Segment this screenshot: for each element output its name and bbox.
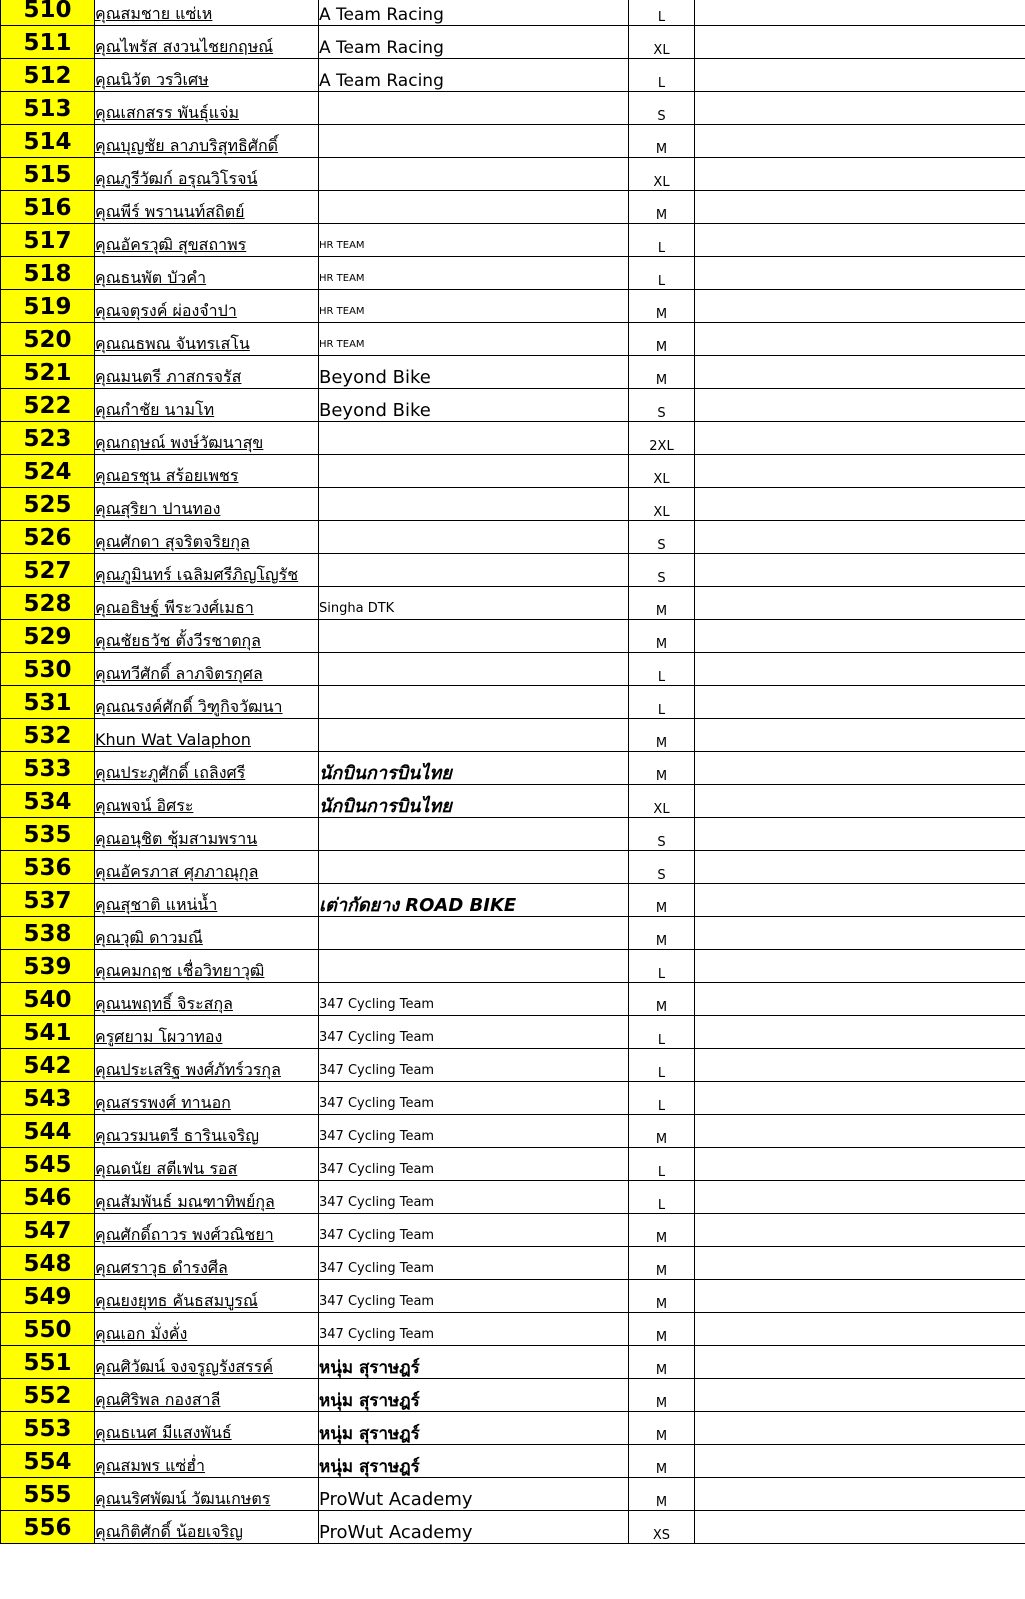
rider-name-cell[interactable]: คุณพจน์ อิศระ (95, 785, 319, 818)
jersey-size-cell[interactable]: L (629, 1181, 695, 1214)
team-cell[interactable]: Beyond Bike (319, 356, 629, 389)
rider-number-cell[interactable]: 546 (1, 1181, 95, 1214)
empty-cell[interactable] (695, 1478, 1025, 1511)
table-row (1, 1049, 1025, 1082)
rider-number-cell[interactable]: 541 (1, 1016, 95, 1049)
rider-name-cell[interactable]: คุณวรมนตรี ธารินเจริญ (95, 1115, 319, 1148)
empty-cell[interactable] (695, 389, 1025, 422)
team-cell[interactable]: HR TEAM (319, 257, 629, 290)
jersey-size-cell[interactable]: L (629, 1082, 695, 1115)
table-row (1, 92, 1025, 125)
table-row (1, 818, 1025, 851)
empty-cell[interactable] (695, 719, 1025, 752)
table-row (1, 191, 1025, 224)
empty-cell[interactable] (695, 1016, 1025, 1049)
team-cell[interactable]: 347 Cycling Team (319, 1313, 629, 1346)
rider-name-cell[interactable]: คุณศิวัฒน์ จงจรูญรังสรรค์ (95, 1346, 319, 1379)
team-cell[interactable]: 347 Cycling Team (319, 983, 629, 1016)
empty-cell[interactable] (695, 884, 1025, 917)
empty-cell[interactable] (695, 1214, 1025, 1247)
rider-name-cell[interactable]: คุณเอก มั่งคั่ง (95, 1313, 319, 1346)
rider-number-cell[interactable]: 512 (1, 59, 95, 92)
table-row (1, 1346, 1025, 1379)
rider-number-cell[interactable]: 543 (1, 1082, 95, 1115)
team-cell[interactable]: ProWut Academy (319, 1478, 629, 1511)
rider-name-cell[interactable]: คุณดนัย สตีเฟน รอส (95, 1148, 319, 1181)
empty-cell[interactable] (695, 1247, 1025, 1280)
table-row (1, 1445, 1025, 1478)
team-cell[interactable]: นักบินการบินไทย (319, 752, 629, 785)
rider-name-cell[interactable]: คุณบุญชัย ลาภบริสุทธิศักดิ์ (95, 125, 319, 158)
rider-name-cell[interactable]: คุณอนุชิต ชุ้มสามพราน (95, 818, 319, 851)
jersey-size-cell[interactable]: M (629, 356, 695, 389)
team-cell[interactable] (319, 818, 629, 851)
table-row (1, 356, 1025, 389)
empty-cell[interactable] (695, 1181, 1025, 1214)
jersey-size-cell[interactable]: XL (629, 158, 695, 191)
team-cell[interactable]: หนุ่ม สุราษฎร์ (319, 1412, 629, 1445)
jersey-size-cell[interactable]: M (629, 1280, 695, 1313)
jersey-size-cell[interactable]: L (629, 257, 695, 290)
table-row (1, 587, 1025, 620)
rider-number-cell[interactable]: 522 (1, 389, 95, 422)
jersey-size-cell[interactable]: M (629, 1214, 695, 1247)
empty-cell[interactable] (695, 1049, 1025, 1082)
rider-name-cell[interactable]: คุณทวีศักดิ์ ลาภจิตรกุศล (95, 653, 319, 686)
table-row (1, 455, 1025, 488)
rider-number-cell[interactable]: 531 (1, 686, 95, 719)
empty-cell[interactable] (695, 455, 1025, 488)
rider-name-cell[interactable]: คุณนพฤทธิ์ จิระสกุล (95, 983, 319, 1016)
table-row (1, 125, 1025, 158)
rider-name-cell[interactable]: คุณคมกฤช เชื่อวิทยาวุฒิ (95, 950, 319, 983)
rider-number-cell[interactable]: 527 (1, 554, 95, 587)
rider-name-cell[interactable]: คุณศราวุธ ดำรงศีล (95, 1247, 319, 1280)
empty-cell[interactable] (695, 158, 1025, 191)
jersey-size-cell[interactable]: 2XL (629, 422, 695, 455)
jersey-size-cell[interactable]: S (629, 818, 695, 851)
rider-number-cell[interactable]: 525 (1, 488, 95, 521)
empty-cell[interactable] (695, 917, 1025, 950)
jersey-size-cell[interactable]: L (629, 0, 695, 26)
team-cell[interactable]: 347 Cycling Team (319, 1016, 629, 1049)
team-cell[interactable] (319, 917, 629, 950)
table-row (1, 26, 1025, 59)
rider-name-cell[interactable]: คุณนิวัต วรวิเศษ (95, 59, 319, 92)
rider-name-cell[interactable]: คุณอัครภาส ศุภภาณุกุล (95, 851, 319, 884)
rider-number-cell[interactable]: 553 (1, 1412, 95, 1445)
jersey-size-cell[interactable]: S (629, 851, 695, 884)
team-cell[interactable]: 347 Cycling Team (319, 1280, 629, 1313)
rider-name-cell[interactable]: คุณเสกสรร พันธุ์แจ่ม (95, 92, 319, 125)
jersey-size-cell[interactable]: XL (629, 26, 695, 59)
rider-number-cell[interactable]: 544 (1, 1115, 95, 1148)
rider-number-cell[interactable]: 534 (1, 785, 95, 818)
rider-name-cell[interactable]: คุณภูมินทร์ เฉลิมศรีภิญโญรัช (95, 554, 319, 587)
jersey-size-cell[interactable]: M (629, 884, 695, 917)
jersey-size-cell[interactable]: M (629, 1115, 695, 1148)
rider-name-cell[interactable]: คุณสุริยา ปานทอง (95, 488, 319, 521)
roster-body (1, 0, 1025, 1544)
team-cell[interactable]: HR TEAM (319, 290, 629, 323)
rider-name-cell[interactable]: คุณณรงค์ศักดิ์ วิฑูกิจวัฒนา (95, 686, 319, 719)
rider-name-cell[interactable]: คุณศักดิ์ถาวร พงศ์วณิชยา (95, 1214, 319, 1247)
empty-cell[interactable] (695, 1511, 1025, 1544)
empty-cell[interactable] (695, 191, 1025, 224)
team-cell[interactable]: 347 Cycling Team (319, 1214, 629, 1247)
empty-cell[interactable] (695, 587, 1025, 620)
rider-number-cell[interactable]: 529 (1, 620, 95, 653)
team-cell[interactable]: 347 Cycling Team (319, 1049, 629, 1082)
team-cell[interactable]: 347 Cycling Team (319, 1181, 629, 1214)
rider-number-cell[interactable]: 521 (1, 356, 95, 389)
empty-cell[interactable] (695, 686, 1025, 719)
rider-name-cell[interactable]: คุณมนตรี ภาสกรจรัส (95, 356, 319, 389)
team-cell[interactable] (319, 191, 629, 224)
rider-number-cell[interactable]: 537 (1, 884, 95, 917)
team-cell[interactable]: 347 Cycling Team (319, 1115, 629, 1148)
table-row (1, 851, 1025, 884)
team-cell[interactable]: หนุ่ม สุราษฎร์ (319, 1346, 629, 1379)
jersey-size-cell[interactable]: M (629, 125, 695, 158)
jersey-size-cell[interactable]: S (629, 521, 695, 554)
rider-number-cell[interactable]: 556 (1, 1511, 95, 1544)
empty-cell[interactable] (695, 356, 1025, 389)
jersey-size-cell[interactable]: M (629, 587, 695, 620)
rider-name-cell[interactable]: คุณยงยุทธ คันธสมบูรณ์ (95, 1280, 319, 1313)
rider-number-cell[interactable]: 532 (1, 719, 95, 752)
rider-name-cell[interactable]: คุณกำชัย นามโท (95, 389, 319, 422)
rider-name-cell[interactable]: คุณสมชาย แซ่เห (95, 0, 319, 26)
team-cell[interactable]: เต่ากัดยาง ROAD BIKE (319, 884, 629, 917)
rider-name-cell[interactable]: คุณสุชาติ แหน่น้ำ (95, 884, 319, 917)
team-cell[interactable] (319, 521, 629, 554)
empty-cell[interactable] (695, 653, 1025, 686)
empty-cell[interactable] (695, 1115, 1025, 1148)
jersey-size-cell[interactable]: L (629, 1049, 695, 1082)
table-row (1, 752, 1025, 785)
rider-number-cell[interactable]: 526 (1, 521, 95, 554)
rider-number-cell[interactable]: 545 (1, 1148, 95, 1181)
empty-cell[interactable] (695, 1082, 1025, 1115)
jersey-size-cell[interactable]: M (629, 983, 695, 1016)
rider-name-cell[interactable]: คุณอรชุน สร้อยเพชร (95, 455, 319, 488)
empty-cell[interactable] (695, 554, 1025, 587)
empty-cell[interactable] (695, 620, 1025, 653)
rider-number-cell[interactable]: 533 (1, 752, 95, 785)
table-row (1, 224, 1025, 257)
team-cell[interactable]: ProWut Academy (319, 1511, 629, 1544)
rider-name-cell[interactable]: คุณวุฒิ ดาวมณี (95, 917, 319, 950)
rider-name-cell[interactable]: คุณกิติศักดิ์ น้อยเจริญ (95, 1511, 319, 1544)
jersey-size-cell[interactable]: M (629, 1247, 695, 1280)
table-row (1, 884, 1025, 917)
rider-number-cell[interactable]: 548 (1, 1247, 95, 1280)
jersey-size-cell[interactable]: M (629, 290, 695, 323)
jersey-size-cell[interactable]: L (629, 950, 695, 983)
jersey-size-cell[interactable]: M (629, 1478, 695, 1511)
team-cell[interactable]: หนุ่ม สุราษฎร์ (319, 1445, 629, 1478)
rider-name-cell[interactable]: คุณกฤษณ์ พงษ์วัฒนาสุข (95, 422, 319, 455)
jersey-size-cell[interactable]: L (629, 1016, 695, 1049)
rider-number-cell[interactable]: 524 (1, 455, 95, 488)
team-cell[interactable] (319, 455, 629, 488)
rider-number-cell[interactable]: 517 (1, 224, 95, 257)
rider-name-cell[interactable]: คุณอธิษฐ์ พีระวงศ์เมธา (95, 587, 319, 620)
jersey-size-cell[interactable]: S (629, 92, 695, 125)
jersey-size-cell[interactable]: M (629, 1313, 695, 1346)
rider-number-cell[interactable]: 519 (1, 290, 95, 323)
rider-name-cell[interactable]: Khun Wat Valaphon (95, 719, 319, 752)
empty-cell[interactable] (695, 818, 1025, 851)
table-row (1, 554, 1025, 587)
team-cell[interactable] (319, 554, 629, 587)
empty-cell[interactable] (695, 752, 1025, 785)
table-row (1, 0, 1025, 26)
table-row (1, 1412, 1025, 1445)
table-row (1, 59, 1025, 92)
empty-cell[interactable] (695, 92, 1025, 125)
table-row (1, 653, 1025, 686)
rider-name-cell[interactable]: คุณจตุรงค์ ผ่องจำปา (95, 290, 319, 323)
jersey-size-cell[interactable]: M (629, 191, 695, 224)
table-row (1, 257, 1025, 290)
rider-name-cell[interactable]: คุณสรรพงศ์ ทานอก (95, 1082, 319, 1115)
team-cell[interactable]: A Team Racing (319, 26, 629, 59)
empty-cell[interactable] (695, 59, 1025, 92)
empty-cell[interactable] (695, 1313, 1025, 1346)
table-row (1, 389, 1025, 422)
table-row (1, 1181, 1025, 1214)
empty-cell[interactable] (695, 1445, 1025, 1478)
team-cell[interactable]: 347 Cycling Team (319, 1148, 629, 1181)
rider-number-cell[interactable]: 511 (1, 26, 95, 59)
rider-name-cell[interactable]: ครูศยาม โผวาทอง (95, 1016, 319, 1049)
jersey-size-cell[interactable]: XL (629, 455, 695, 488)
team-cell[interactable]: 347 Cycling Team (319, 1082, 629, 1115)
rider-number-cell[interactable]: 552 (1, 1379, 95, 1412)
rider-number-cell[interactable]: 535 (1, 818, 95, 851)
rider-name-cell[interactable]: คุณศักดา สุจริตจริยกุล (95, 521, 319, 554)
jersey-size-cell[interactable]: M (629, 719, 695, 752)
rider-number-cell[interactable]: 514 (1, 125, 95, 158)
jersey-size-cell[interactable]: L (629, 686, 695, 719)
rider-number-cell[interactable]: 550 (1, 1313, 95, 1346)
rider-number-cell[interactable]: 536 (1, 851, 95, 884)
jersey-size-cell[interactable]: M (629, 323, 695, 356)
team-cell[interactable] (319, 488, 629, 521)
empty-cell[interactable] (695, 0, 1025, 26)
table-row (1, 290, 1025, 323)
empty-cell[interactable] (695, 1379, 1025, 1412)
rider-number-cell[interactable]: 530 (1, 653, 95, 686)
team-cell[interactable]: A Team Racing (319, 0, 629, 26)
table-row (1, 686, 1025, 719)
jersey-size-cell[interactable]: L (629, 59, 695, 92)
team-cell[interactable]: HR TEAM (319, 224, 629, 257)
rider-number-cell[interactable]: 554 (1, 1445, 95, 1478)
team-cell[interactable]: HR TEAM (319, 323, 629, 356)
table-row (1, 1214, 1025, 1247)
empty-cell[interactable] (695, 26, 1025, 59)
jersey-size-cell[interactable]: S (629, 554, 695, 587)
table-row (1, 950, 1025, 983)
rider-number-cell[interactable]: 549 (1, 1280, 95, 1313)
rider-number-cell[interactable]: 515 (1, 158, 95, 191)
table-row (1, 158, 1025, 191)
team-cell[interactable] (319, 653, 629, 686)
rider-name-cell[interactable]: คุณประภูศักดิ์ เถลิงศรี (95, 752, 319, 785)
rider-number-cell[interactable]: 510 (1, 0, 95, 26)
empty-cell[interactable] (695, 785, 1025, 818)
table-row (1, 1016, 1025, 1049)
team-cell[interactable]: หนุ่ม สุราษฎร์ (319, 1379, 629, 1412)
rider-number-cell[interactable]: 518 (1, 257, 95, 290)
table-row (1, 1115, 1025, 1148)
empty-cell[interactable] (695, 323, 1025, 356)
team-cell[interactable]: Beyond Bike (319, 389, 629, 422)
rider-number-cell[interactable]: 551 (1, 1346, 95, 1379)
table-row (1, 785, 1025, 818)
jersey-size-cell[interactable]: M (629, 1346, 695, 1379)
rider-number-cell[interactable]: 523 (1, 422, 95, 455)
rider-name-cell[interactable]: คุณสมพร แซ่ฮ่ำ (95, 1445, 319, 1478)
rider-name-cell[interactable]: คุณศิริพล กองสาลี (95, 1379, 319, 1412)
team-cell[interactable] (319, 422, 629, 455)
team-cell[interactable]: 347 Cycling Team (319, 1247, 629, 1280)
table-row (1, 323, 1025, 356)
table-row (1, 521, 1025, 554)
rider-name-cell[interactable]: คุณธเนศ มีแสงพันธ์ (95, 1412, 319, 1445)
rider-number-cell[interactable]: 555 (1, 1478, 95, 1511)
team-cell[interactable]: นักบินการบินไทย (319, 785, 629, 818)
jersey-size-cell[interactable]: L (629, 653, 695, 686)
table-row (1, 1313, 1025, 1346)
rider-number-cell[interactable]: 538 (1, 917, 95, 950)
rider-name-cell[interactable]: คุณสัมพันธ์ มณฑาทิพย์กุล (95, 1181, 319, 1214)
empty-cell[interactable] (695, 1346, 1025, 1379)
empty-cell[interactable] (695, 521, 1025, 554)
empty-cell[interactable] (695, 488, 1025, 521)
table-row (1, 1478, 1025, 1511)
empty-cell[interactable] (695, 851, 1025, 884)
rider-name-cell[interactable]: คุณประเสริฐ พงศ์ภัทร์วรกุล (95, 1049, 319, 1082)
team-cell[interactable] (319, 125, 629, 158)
jersey-size-cell[interactable]: M (629, 620, 695, 653)
table-row (1, 1082, 1025, 1115)
table-row (1, 1511, 1025, 1544)
table-row (1, 917, 1025, 950)
jersey-size-cell[interactable]: M (629, 1412, 695, 1445)
table-row (1, 488, 1025, 521)
empty-cell[interactable] (695, 1280, 1025, 1313)
rider-number-cell[interactable]: 547 (1, 1214, 95, 1247)
empty-cell[interactable] (695, 422, 1025, 455)
jersey-size-cell[interactable]: XL (629, 488, 695, 521)
jersey-size-cell[interactable]: M (629, 1445, 695, 1478)
rider-number-cell[interactable]: 539 (1, 950, 95, 983)
table-row (1, 620, 1025, 653)
rider-name-cell[interactable]: คุณพีร์ พรานนท์สถิตย์ (95, 191, 319, 224)
rider-name-cell[interactable]: คุณภูรีวัฒก์ อรุณวิโรจน์ (95, 158, 319, 191)
empty-cell[interactable] (695, 1412, 1025, 1445)
jersey-size-cell[interactable]: L (629, 1148, 695, 1181)
rider-number-cell[interactable]: 542 (1, 1049, 95, 1082)
team-cell[interactable] (319, 950, 629, 983)
empty-cell[interactable] (695, 257, 1025, 290)
team-cell[interactable]: Singha DTK (319, 587, 629, 620)
team-cell[interactable] (319, 92, 629, 125)
team-cell[interactable] (319, 158, 629, 191)
empty-cell[interactable] (695, 950, 1025, 983)
table-row (1, 983, 1025, 1016)
empty-cell[interactable] (695, 983, 1025, 1016)
jersey-size-cell[interactable]: S (629, 389, 695, 422)
table-row (1, 1280, 1025, 1313)
team-cell[interactable] (319, 719, 629, 752)
team-cell[interactable] (319, 620, 629, 653)
rider-name-cell[interactable]: คุณธนพัต บัวคำ (95, 257, 319, 290)
jersey-size-cell[interactable]: XL (629, 785, 695, 818)
table-row (1, 719, 1025, 752)
team-cell[interactable] (319, 686, 629, 719)
empty-cell[interactable] (695, 125, 1025, 158)
rider-name-cell[interactable]: คุณนริศพัฒน์ วัฒนเกษตร (95, 1478, 319, 1511)
empty-cell[interactable] (695, 224, 1025, 257)
rider-name-cell[interactable]: คุณณธพณ จันทรเสโน (95, 323, 319, 356)
jersey-size-cell[interactable]: M (629, 1379, 695, 1412)
team-cell[interactable]: A Team Racing (319, 59, 629, 92)
rider-name-cell[interactable]: คุณอัครวุฒิ สุขสถาพร (95, 224, 319, 257)
jersey-size-cell[interactable]: M (629, 917, 695, 950)
empty-cell[interactable] (695, 290, 1025, 323)
rider-name-cell[interactable]: คุณไพรัส สงวนไชยกฤษณ์ (95, 26, 319, 59)
table-row (1, 1247, 1025, 1280)
jersey-size-cell[interactable]: L (629, 224, 695, 257)
jersey-size-cell[interactable]: XS (629, 1511, 695, 1544)
rider-name-cell[interactable]: คุณชัยธวัช ตั้งวีรชาตกุล (95, 620, 319, 653)
empty-cell[interactable] (695, 1148, 1025, 1181)
table-row (1, 1379, 1025, 1412)
rider-number-cell[interactable]: 513 (1, 92, 95, 125)
team-cell[interactable] (319, 851, 629, 884)
jersey-size-cell[interactable]: M (629, 752, 695, 785)
rider-number-cell[interactable]: 516 (1, 191, 95, 224)
rider-number-cell[interactable]: 520 (1, 323, 95, 356)
table-row (1, 1148, 1025, 1181)
table-row (1, 422, 1025, 455)
rider-number-cell[interactable]: 528 (1, 587, 95, 620)
rider-number-cell[interactable]: 540 (1, 983, 95, 1016)
